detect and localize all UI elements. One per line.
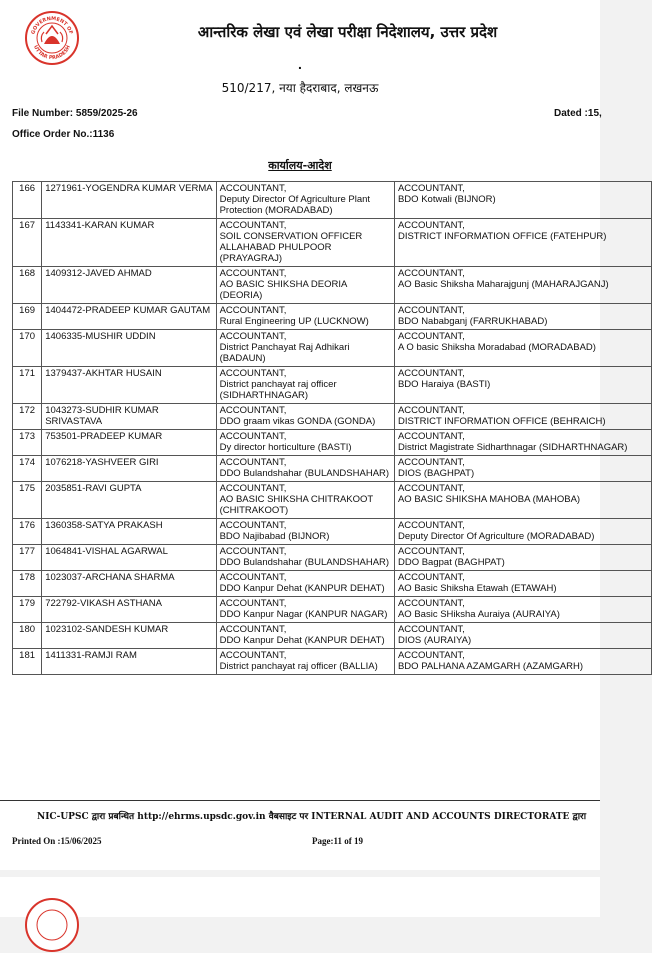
dated-label: Dated :15, [554, 108, 602, 119]
employee-cell: 1409312-JAVED AHMAD [42, 267, 216, 304]
current-posting-cell: ACCOUNTANT, AO BASIC SHIKSHA CHITRAKOOT (CHITRAKOOT) [216, 482, 394, 519]
new-posting-cell: ACCOUNTANT, AO BASIC SHIKSHA MAHOBA (MAHOBA) [394, 482, 651, 519]
up-government-seal-logo-next-page [24, 897, 80, 953]
employee-cell: 1404472-PRADEEP KUMAR GAUTAM [42, 304, 216, 330]
office-order-heading [0, 158, 600, 173]
serial-number-cell: 171 [13, 367, 42, 404]
transfer-table-body [13, 182, 652, 675]
serial-number-cell: 168 [13, 267, 42, 304]
serial-number-cell: 177 [13, 545, 42, 571]
table-row [13, 623, 652, 649]
current-posting-cell: ACCOUNTANT, DDO Kanpur Dehat (KANPUR DEHAT) [216, 571, 394, 597]
table-row [13, 597, 652, 623]
employee-cell: 1379437-AKHTAR HUSAIN [42, 367, 216, 404]
new-posting-cell: ACCOUNTANT, DDO Bagpat (BAGHPAT) [394, 545, 651, 571]
serial-number-cell: 179 [13, 597, 42, 623]
new-posting-cell: ACCOUNTANT, DISTRICT INFORMATION OFFICE (FATEHPUR) [394, 219, 651, 267]
serial-number-cell: 173 [13, 430, 42, 456]
employee-cell: 1411331-RAMJI RAM [42, 649, 216, 675]
table-row [13, 430, 652, 456]
serial-number-cell: 180 [13, 623, 42, 649]
footer-note: NIC-UPSC द्वारा प्रबन्धित http://ehrms.upsdc.gov.in वैबसाइट पर INTERNAL AUDIT AND ACCOUNTS DIRECTORATE द्वारा [37, 812, 587, 822]
serial-number-cell: 175 [13, 482, 42, 519]
current-posting-cell: ACCOUNTANT, DDO Kanpur Nagar (KANPUR NAGAR) [216, 597, 394, 623]
new-posting-cell: ACCOUNTANT, A O basic Shiksha Moradabad (MORADABAD) [394, 330, 651, 367]
serial-number-cell: 176 [13, 519, 42, 545]
printed-on: Printed On :15/06/2025 [12, 836, 102, 846]
office-address: 510/217, नया हैदराबाद, लखनऊ [221, 81, 379, 95]
employee-cell: 1064841-VISHAL AGARWAL [42, 545, 216, 571]
serial-number-cell: 172 [13, 404, 42, 430]
employee-cell: 1023102-SANDESH KUMAR [42, 623, 216, 649]
file-number: File Number: 5859/2025-26 [12, 108, 138, 119]
current-posting-cell: ACCOUNTANT, BDO Najibabad (BIJNOR) [216, 519, 394, 545]
current-posting-cell: ACCOUNTANT, District panchayat raj officer (BALLIA) [216, 649, 394, 675]
new-posting-cell: ACCOUNTANT, DIOS (AURAIYA) [394, 623, 651, 649]
office-order-number: Office Order No.:1136 [12, 129, 115, 140]
table-row [13, 219, 652, 267]
table-row [13, 519, 652, 545]
new-posting-cell: ACCOUNTANT, Deputy Director Of Agriculture (MORADABAD) [394, 519, 651, 545]
table-row [13, 649, 652, 675]
current-posting-cell: ACCOUNTANT, DDO Bulandshahar (BULANDSHAHAR) [216, 545, 394, 571]
current-posting-cell: ACCOUNTANT, SOIL CONSERVATION OFFICER ALLAHABAD PHULPOOR (PRAYAGRAJ) [216, 219, 394, 267]
employee-cell: 1406335-MUSHIR UDDIN [42, 330, 216, 367]
current-posting-cell: ACCOUNTANT, DDO Bulandshahar (BULANDSHAHAR) [216, 456, 394, 482]
table-row [13, 267, 652, 304]
table-row [13, 545, 652, 571]
current-posting-cell: ACCOUNTANT, DDO Kanpur Dehat (KANPUR DEHAT) [216, 623, 394, 649]
serial-number-cell: 170 [13, 330, 42, 367]
seal-top-text: GOVERNMENT OF [30, 15, 74, 36]
serial-number-cell: 181 [13, 649, 42, 675]
transfer-table [12, 181, 652, 675]
new-posting-cell: ACCOUNTANT, BDO PALHANA AZAMGARH (AZAMGARH) [394, 649, 651, 675]
serial-number-cell: 169 [13, 304, 42, 330]
table-row [13, 571, 652, 597]
current-posting-cell: ACCOUNTANT, DDO graam vikas GONDA (GONDA) [216, 404, 394, 430]
employee-cell: 1076218-YASHVEER GIRI [42, 456, 216, 482]
table-row [13, 367, 652, 404]
table-row [13, 330, 652, 367]
next-page-top [0, 877, 600, 917]
new-posting-cell: ACCOUNTANT, DISTRICT INFORMATION OFFICE (BEHRAICH) [394, 404, 651, 430]
employee-cell: 2035851-RAVI GUPTA [42, 482, 216, 519]
header-dot: . [298, 56, 302, 72]
table-row [13, 404, 652, 430]
serial-number-cell: 166 [13, 182, 42, 219]
table-row [13, 482, 652, 519]
current-posting-cell: ACCOUNTANT, District panchayat raj officer (SIDHARTHNAGAR) [216, 367, 394, 404]
table-row [13, 304, 652, 330]
table-row [13, 456, 652, 482]
current-posting-cell: ACCOUNTANT, District Panchayat Raj Adhikari (BADAUN) [216, 330, 394, 367]
new-posting-cell: ACCOUNTANT, BDO Kotwali (BIJNOR) [394, 182, 651, 219]
new-posting-cell: ACCOUNTANT, District Magistrate Sidharthnagar (SIDHARTHNAGAR) [394, 430, 651, 456]
new-posting-cell: ACCOUNTANT, BDO Haraiya (BASTI) [394, 367, 651, 404]
employee-cell: 1043273-SUDHIR KUMAR SRIVASTAVA [42, 404, 216, 430]
employee-cell: 1360358-SATYA PRAKASH [42, 519, 216, 545]
employee-cell: 1143341-KARAN KUMAR [42, 219, 216, 267]
serial-number-cell: 178 [13, 571, 42, 597]
heading-text: कार्यालय-आदेश [268, 159, 332, 172]
employee-cell: 722792-VIKASH ASTHANA [42, 597, 216, 623]
employee-cell: 1271961-YOGENDRA KUMAR VERMA [42, 182, 216, 219]
page-number: Page:11 of 19 [312, 836, 363, 846]
employee-cell: 1023037-ARCHANA SHARMA [42, 571, 216, 597]
new-posting-cell: ACCOUNTANT, AO Basic SHiksha Auraiya (AURAIYA) [394, 597, 651, 623]
current-posting-cell: ACCOUNTANT, Dy director horticulture (BASTI) [216, 430, 394, 456]
employee-cell: 753501-PRADEEP KUMAR [42, 430, 216, 456]
footer-divider [0, 800, 600, 801]
serial-number-cell: 174 [13, 456, 42, 482]
new-posting-cell: ACCOUNTANT, DIOS (BAGHPAT) [394, 456, 651, 482]
table-row [13, 182, 652, 219]
new-posting-cell: ACCOUNTANT, AO Basic Shiksha Etawah (ETAWAH) [394, 571, 651, 597]
current-posting-cell: ACCOUNTANT, Rural Engineering UP (LUCKNOW) [216, 304, 394, 330]
directorate-title: आन्तरिक लेखा एवं लेखा परीक्षा निदेशालय, उत्तर प्रदेश [197, 23, 498, 41]
new-posting-cell: ACCOUNTANT, AO Basic Shiksha Maharajgunj (MAHARAJGANJ) [394, 267, 651, 304]
serial-number-cell: 167 [13, 219, 42, 267]
new-posting-cell: ACCOUNTANT, BDO Nababganj (FARRUKHABAD) [394, 304, 651, 330]
current-posting-cell: ACCOUNTANT, Deputy Director Of Agriculture Plant Protection (MORADABAD) [216, 182, 394, 219]
seal-bottom-text: UTTAR PRADESH [32, 44, 72, 62]
current-posting-cell: ACCOUNTANT, AO BASIC SHIKSHA DEORIA (DEORIA) [216, 267, 394, 304]
